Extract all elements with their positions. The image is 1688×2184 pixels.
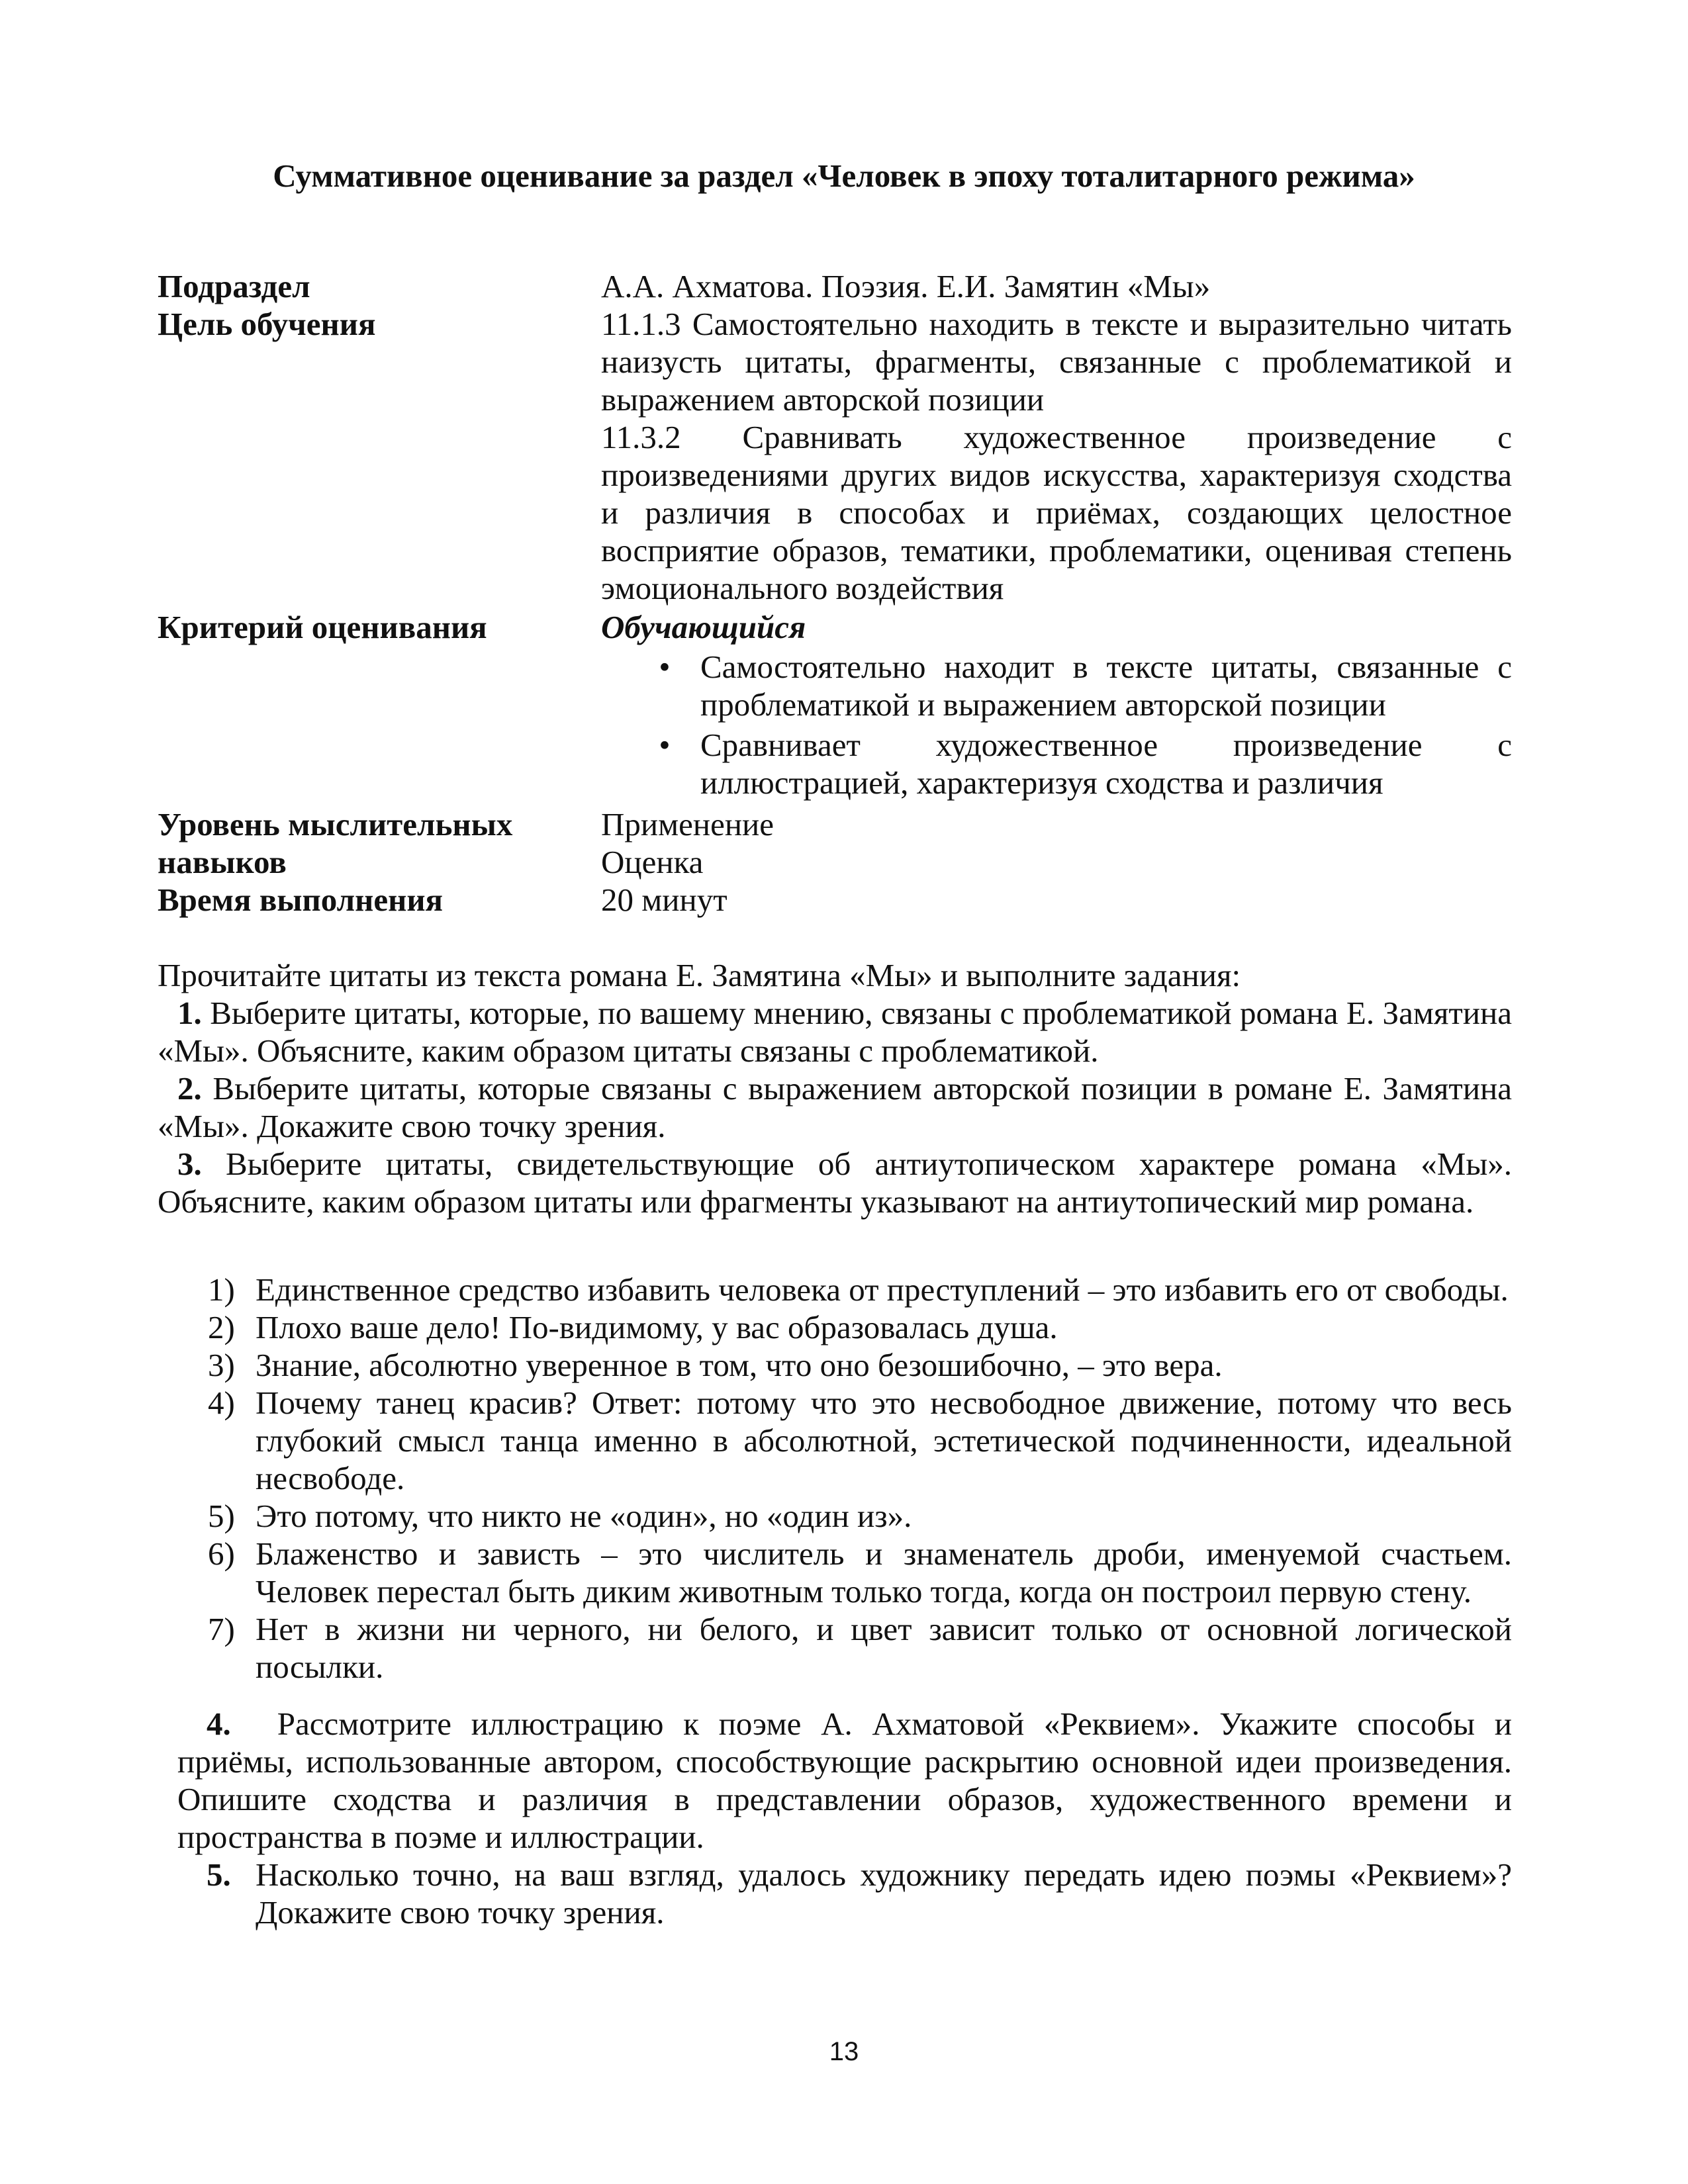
quote-item — [158, 1535, 1512, 1610]
subsection-value: А.А. Ахматова. Поэзия. Е.И. Замятин «Мы» — [601, 268, 1211, 304]
goal-value — [601, 305, 1512, 607]
criterion-bullet — [601, 726, 1512, 801]
quote-text: Это потому, что никто не «один», но «один из». — [256, 1498, 912, 1534]
quote-number: 1) — [208, 1271, 235, 1308]
quote-number: 4) — [208, 1385, 235, 1421]
quotes-list — [158, 1271, 1512, 1686]
quote-text: Плохо ваше дело! По-видимому, у вас образовалась душа. — [256, 1309, 1058, 1345]
quote-number: 2) — [208, 1309, 235, 1345]
level-value-2: Оценка — [601, 844, 704, 880]
bullet-icon: • — [659, 727, 671, 763]
goal-item-2: 11.3.2 Сравнивать художественное произведение с произведениями других видов искусства, характеризуя сходства и различия в способах и приёмах, создающих целостное восприятие образов, тематики, проблематики, оценивая степень эмоционального воздействия — [601, 419, 1512, 606]
task-number: 3. — [177, 1146, 202, 1182]
quote-text: Знание, абсолютно уверенное в том, что оно безошибочно, – это вера. — [256, 1347, 1223, 1383]
quote-number: 7) — [208, 1611, 235, 1647]
task-2 — [158, 1069, 1512, 1145]
subsection-label: Подраздел — [158, 268, 310, 304]
goal-label: Цель обучения — [158, 306, 376, 342]
criterion-list — [601, 648, 1512, 801]
task-number: 1. — [177, 995, 202, 1031]
quote-item — [158, 1346, 1512, 1384]
level-label-line2: навыков — [158, 844, 287, 880]
quote-text-continued: Человек перестал быть диким животным только тогда, когда он построил первую стену. — [256, 1573, 1472, 1610]
criterion-value — [601, 608, 1512, 801]
quote-text: Почему танец красив? Ответ: потому что это несвободное движение, потому что весь глубокий смысл танца именно в абсолютной, эстетической подчиненности, идеальной несвободе. — [256, 1385, 1512, 1496]
task-text: Рассмотрите иллюстрацию к поэме А. Ахматовой «Реквием». Укажите способы и приёмы, использованные автором, способствующие раскрытию основной идеи произведения. Опишите сходства и различия в представлении образов, художественного времени и пространства в поэме и иллюстрации. — [177, 1706, 1512, 1855]
goal-item-1: 11.1.3 Самостоятельно находить в тексте и выразительно читать наизусть цитаты, фрагменты, связанные с проблематикой и выражением авторской позиции — [601, 306, 1512, 418]
instructions-text: Прочитайте цитаты из текста романа Е. Замятина «Мы» и выполните задания: — [158, 957, 1241, 993]
task-4 — [158, 1705, 1512, 1856]
quote-item — [158, 1308, 1512, 1346]
criterion-bullet — [601, 648, 1512, 723]
page-number: 13 — [829, 2037, 859, 2066]
task-number: 4. — [207, 1706, 231, 1742]
quote-number: 3) — [208, 1347, 235, 1383]
task-3 — [158, 1145, 1512, 1220]
bullet-icon: • — [659, 649, 671, 685]
time-label: Время выполнения — [158, 882, 444, 918]
task-text: Выберите цитаты, которые, по вашему мнению, связаны с проблематикой романа Е. Замятина «Мы». Объясните, каким образом цитаты связаны с проблематикой. — [158, 995, 1513, 1069]
quote-item — [158, 1497, 1512, 1535]
task-5 — [158, 1856, 1512, 1931]
criterion-label: Критерий оценивания — [158, 609, 487, 645]
level-value — [601, 805, 1512, 881]
quote-number: 6) — [208, 1535, 235, 1572]
level-value-1: Применение — [601, 806, 774, 842]
quote-number: 5) — [208, 1498, 235, 1534]
quote-item — [158, 1271, 1512, 1308]
quote-item — [158, 1384, 1512, 1497]
task-text: Выберите цитаты, которые связаны с выражением авторской позиции в романе Е. Замятина «Мы». Докажите свою точку зрения. — [158, 1070, 1513, 1144]
level-label-line1: Уровень мыслительных — [158, 806, 513, 842]
time-value: 20 минут — [601, 882, 727, 918]
instructions-block — [158, 956, 1512, 1220]
quote-text: Единственное средство избавить человека от преступлений – это избавить его от свободы. — [256, 1271, 1509, 1308]
task-number: 2. — [177, 1070, 202, 1107]
criterion-heading: Обучающийся — [601, 609, 806, 645]
page-title: Суммативное оценивание за раздел «Человек в эпоху тоталитарного режима» — [273, 158, 1415, 194]
task-1 — [158, 994, 1512, 1069]
quote-text: Блаженство и зависть – это числитель и знаменатель дроби, именуемой счастьем. — [256, 1535, 1512, 1572]
task-number: 5. — [207, 1856, 231, 1893]
task-text: Насколько точно, на ваш взгляд, удалось художнику передать идею поэмы «Реквием»? Докажите свою точку зрения. — [256, 1856, 1512, 1931]
tasks-4-5 — [158, 1705, 1512, 1931]
quote-item — [158, 1610, 1512, 1686]
quote-text: Нет в жизни ни черного, ни белого, и цвет зависит только от основной логической посылки. — [256, 1611, 1512, 1685]
level-label — [158, 805, 581, 881]
task-text: Выберите цитаты, свидетельствующие об антиутопическом характере романа «Мы». Объясните, каким образом цитаты или фрагменты указывают на антиутопический мир романа. — [158, 1146, 1513, 1220]
criterion-bullet-text: Сравнивает художественное произведение с иллюстрацией, характеризуя сходства и различия — [700, 727, 1512, 801]
criterion-bullet-text: Самостоятельно находит в тексте цитаты, связанные с проблематикой и выражением авторской позиции — [700, 649, 1512, 723]
